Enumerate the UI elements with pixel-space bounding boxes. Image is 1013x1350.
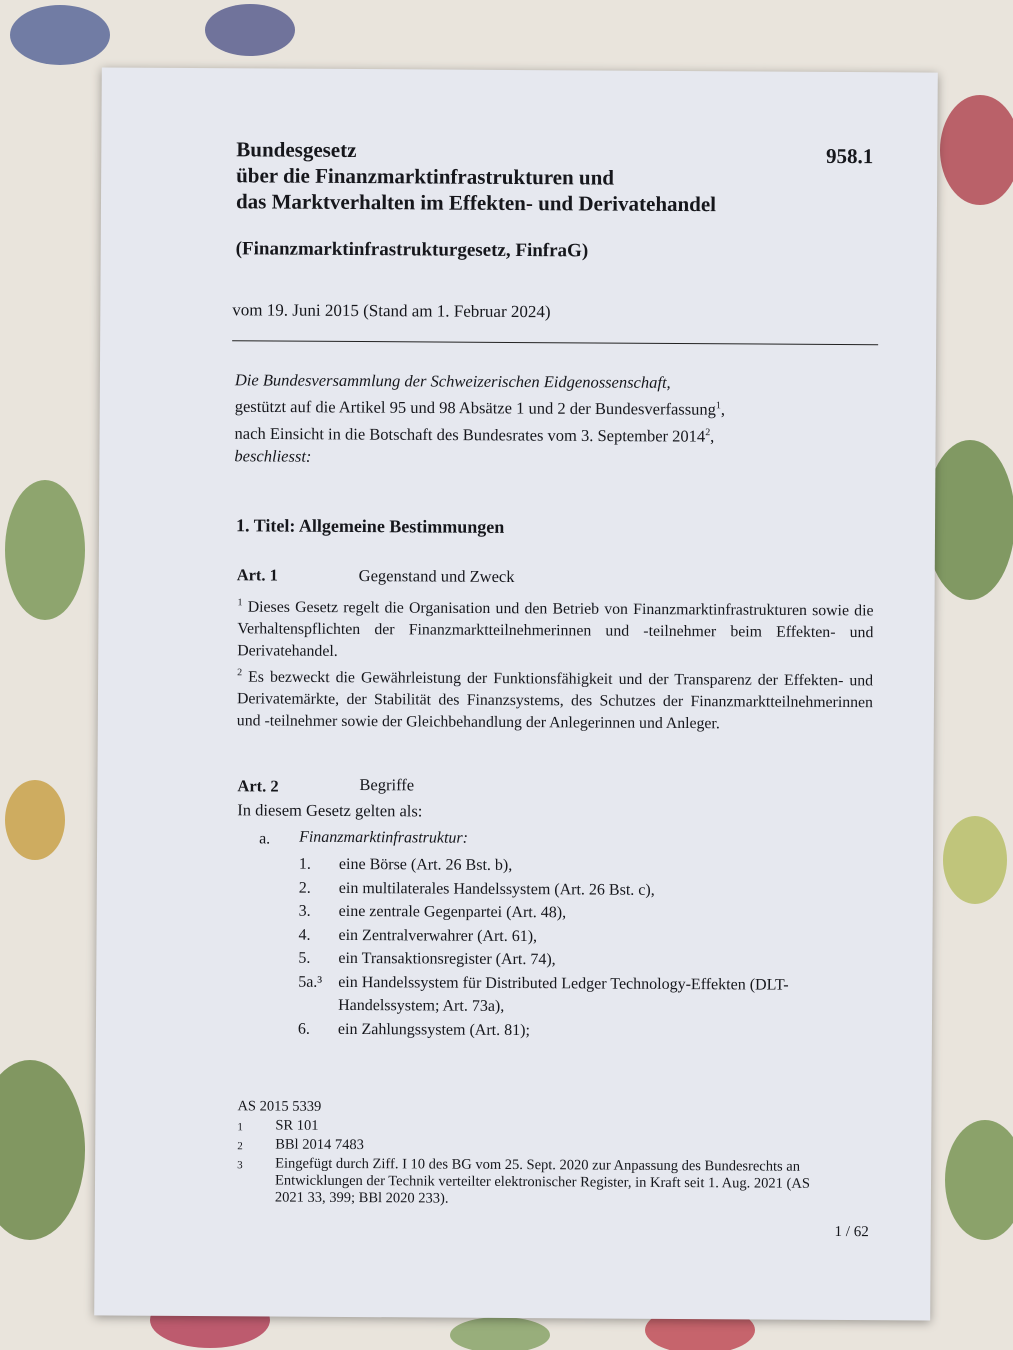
article-1-paragraph-1	[237, 592, 873, 666]
divider-line	[232, 340, 878, 345]
item-text: ein multilaterales Handelssystem (Art. 26 Bst. c),	[338, 879, 655, 899]
list-item	[299, 876, 879, 903]
list-item	[299, 853, 879, 880]
preamble-basis	[235, 391, 875, 421]
preamble	[234, 368, 875, 471]
footnote-text: SR 101	[275, 1117, 319, 1134]
message-text: nach Einsicht in die Botschaft des Bundesrates vom 3. September 2014	[234, 423, 706, 446]
article-1-title: Gegenstand und Zweck	[358, 566, 515, 586]
section-title: 1. Titel: Allgemeine Bestimmungen	[235, 515, 505, 537]
list-term: Finanzmarktinfrastruktur:	[299, 828, 469, 847]
infrastructure-list	[298, 853, 879, 1045]
preamble-resolves: beschliesst:	[234, 446, 312, 466]
article-1-paragraph-2	[237, 662, 873, 736]
item-text: ein Handelssystem für Distributed Ledger Technology-Effekten (DLT-Handelssystem; Art. 73a),	[338, 973, 789, 1015]
list-label-a: a.	[259, 830, 271, 848]
preamble-message	[235, 418, 875, 448]
item-text: eine Börse (Art. 26 Bst. b),	[338, 855, 513, 874]
footnote-number: 2	[237, 1140, 243, 1153]
document-title	[236, 136, 876, 218]
punct: ,	[720, 399, 726, 419]
basis-text: gestützt auf die Artikel 95 und 98 Absätze 1 und 2 der Bundesverfassung	[234, 396, 716, 419]
article-1-heading	[237, 565, 278, 585]
title-line: Bundesgesetz	[236, 137, 357, 163]
item-text: ein Transaktionsregister (Art. 74),	[338, 949, 556, 969]
paragraph-number: 1	[237, 597, 243, 609]
footnotes	[237, 1098, 878, 1210]
item-number: 1.	[298, 855, 312, 873]
list-item	[298, 923, 878, 950]
footnote	[237, 1155, 877, 1210]
item-number: 3.	[298, 902, 311, 920]
date-line: vom 19. Juni 2015 (Stand am 1. Februar 2024)	[232, 300, 551, 322]
list-item	[298, 1017, 878, 1044]
article-2-intro: In diesem Gesetz gelten als:	[237, 800, 423, 821]
list-item	[298, 947, 878, 974]
title-line: über die Finanzmarktinfrastrukturen und	[236, 163, 615, 190]
item-text: ein Zahlungssystem (Art. 81);	[337, 1020, 530, 1039]
title-line: das Marktverhalten im Effekten- und Derivatehandel	[235, 189, 717, 217]
item-number: 6.	[297, 1020, 311, 1038]
article-2-heading	[237, 776, 278, 796]
list-item	[299, 900, 879, 927]
paragraph-text: Es bezweckt die Gewährleistung der Funktionsfähigkeit und der Transparenz der Effekten- und Derivatemärkte, der Stabilität des Finanzsystems, des Schutzes der Finanzmarktteilnehmerinnen und -teilnehmer sowie der Gleichbehandlung der Anlegerinnen und Anleger.	[236, 668, 874, 733]
item-number: 5.	[298, 949, 311, 967]
article-2-title: Begriffe	[359, 775, 415, 795]
footnote-ref: 1	[715, 400, 721, 412]
short-name: (Finanzmarktinfrastrukturgesetz, FinfraG)	[235, 238, 589, 262]
page-number: 1 / 62	[834, 1223, 869, 1241]
footnote-text: BBl 2014 7483	[275, 1136, 364, 1154]
preamble-assembly: Die Bundesversammlung der Schweizerischen Eidgenossenschaft,	[234, 370, 671, 392]
footnote-ref: 2	[705, 426, 711, 438]
item-text: ein Zentralverwahrer (Art. 61),	[338, 926, 538, 945]
article-number: Art. 2	[237, 776, 279, 796]
item-number: 2.	[298, 879, 311, 897]
list-item	[298, 970, 878, 1021]
footnote-text: Eingefügt durch Ziff. I 10 des BG vom 25. Sept. 2020 zur Anpassung des Bundesrechts an Entwicklungen der Technik verteilter elektronischer Register, in Kraft seit 1. Aug. 2021 (AS 2021 33, 399; BBl 2020 233).	[274, 1155, 810, 1207]
paragraph-number: 2	[237, 667, 243, 679]
footnote-number: 3	[237, 1159, 243, 1172]
item-number: 4.	[298, 926, 311, 944]
footnote-number: 1	[237, 1121, 243, 1134]
official-collection-ref: AS 2015 5339	[237, 1098, 322, 1115]
punct: ,	[710, 426, 715, 446]
document-page	[94, 67, 938, 1320]
item-text: eine zentrale Gegenpartei (Art. 48),	[338, 902, 567, 922]
article-number: Art. 1	[236, 565, 279, 585]
law-number: 958.1	[825, 143, 874, 169]
paragraph-text: Dieses Gesetz regelt die Organisation und den Betrieb von Finanzmarktinfrastrukturen sowie die Verhaltenspflichten der Finanzmarktteilnehmerinnen und -teilnehmer beim Effekten- und Derivatehandel.	[237, 598, 874, 661]
item-number: 5a.³	[298, 973, 323, 991]
